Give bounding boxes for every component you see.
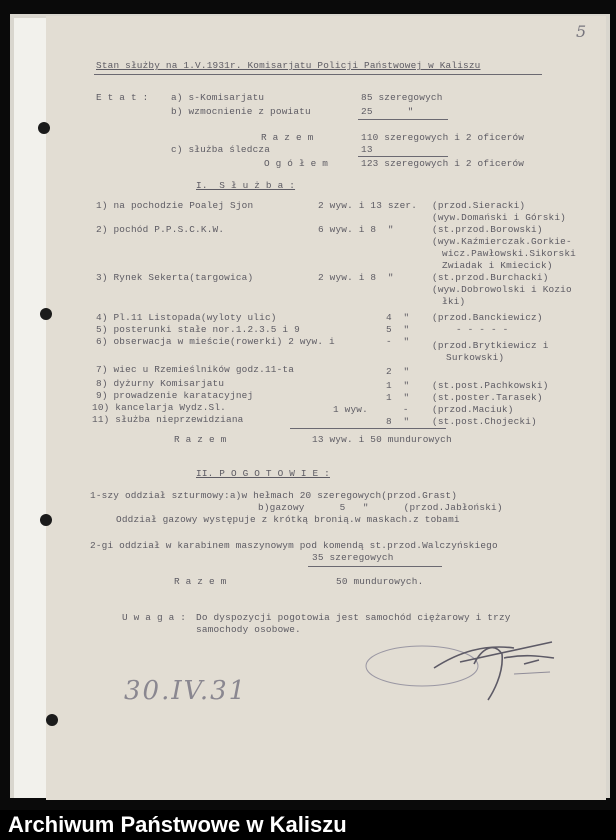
s1-item-7-count: 2 " [386, 366, 410, 377]
s2-total-label: R a z e m [174, 576, 227, 587]
punch-hole [46, 714, 58, 726]
etat-row-b: b) wzmocnienie z powiatu [171, 106, 311, 117]
punch-hole [40, 308, 52, 320]
etat-row-a-value: 85 szeregowych [361, 92, 443, 103]
s1-item-4-desc: 4) Pl.11 Listopada(wyloty ulic) [96, 312, 277, 323]
s1-item-8-count: 1 " [386, 380, 410, 391]
etat-row-b-value: 25 " [361, 106, 414, 117]
page-number: 5 [576, 22, 587, 41]
s1-item-6-desc: 6) obserwacja w mieście(rowerki) 2 wyw. i [96, 336, 335, 347]
s1-sum-line [290, 428, 446, 429]
s1-item-5-count: 5 " [386, 324, 410, 335]
s1-item-3-note3: łki) [442, 296, 466, 307]
remark-line2: samochody osobowe. [196, 624, 301, 635]
remark-label: U w a g a : [122, 612, 187, 623]
s1-item-6-note: (przod.Brytkiewicz i [432, 340, 549, 351]
etat-row-c-value: 13 [361, 144, 373, 155]
s1-item-11-desc: 11) służba nieprzewidziana [92, 414, 244, 425]
section1-title: I. S ł u ż b a : [196, 180, 296, 191]
s1-item-4-note: (przod.Banckiewicz) [432, 312, 543, 323]
s1-item-10-count: 1 wyw. - [333, 404, 409, 415]
etat-sum-line [358, 119, 448, 120]
etat-total-line [358, 156, 448, 157]
etat-row-a: a) s-Komisarjatu [171, 92, 265, 103]
s1-item-2-desc: 2) pochód P.P.S.C.K.W. [96, 224, 225, 235]
s1-item-3-desc: 3) Rynek Sekerta(targowica) [96, 272, 254, 283]
s2-line3: Oddział gazowy występuje z krótką bronią.w maskach.z tobami [116, 514, 460, 525]
s1-item-10-desc: 10) kancelarja Wydz.Sl. [92, 402, 226, 413]
s2-line5: 35 szeregowych [312, 552, 394, 563]
s1-item-2-note: (st.przod.Borowski) [432, 224, 543, 235]
s2-line4: 2-gi oddział w karabinem maszynowym pod komendą st.przod.Walczyńskiego [90, 540, 498, 551]
document-page [46, 16, 606, 800]
s1-item-10-note: (przod.Maciuk) [432, 404, 514, 415]
section2-title: II. P O G O T O W I E : [196, 468, 330, 479]
s1-item-8-note: (st.post.Pachkowski) [432, 380, 549, 391]
etat-row-c: c) służba śledcza [171, 144, 271, 155]
title-underline [94, 74, 542, 75]
s1-item-5-desc: 5) posterunki stałe nor.1.2.3.5 i 9 [96, 324, 300, 335]
s1-item-3-count: 2 wyw. i 8 " [318, 272, 394, 283]
etat-razem-label: R a z e m [261, 132, 314, 143]
s1-item-9-desc: 9) prowadzenie karatacyjnej [96, 390, 254, 401]
s1-item-6-note2: Surkowski) [446, 352, 505, 363]
s1-item-1-note: (przod.Sieracki) [432, 200, 526, 211]
s1-item-1-note2: (wyw.Domański i Górski) [432, 212, 566, 223]
s1-item-2-count: 6 wyw. i 8 " [318, 224, 394, 235]
s1-item-4-count: 4 " [386, 312, 410, 323]
document-title: Stan służby na 1.V.1931r. Komisarjatu Policji Państwowej w Kaliszu [96, 60, 481, 71]
s1-total-label: R a z e m [174, 434, 227, 445]
s1-item-9-note: (st.poster.Tarasek) [432, 392, 543, 403]
s1-item-5-note: - - - - - [456, 324, 509, 335]
s2-line2: b)gazowy 5 " (przod.Jabłoński) [258, 502, 503, 513]
s1-item-7-desc: 7) wiec u Rzemieślników godz.11-ta [96, 364, 295, 375]
archive-footer: Archiwum Państwowe w Kaliszu [0, 810, 616, 840]
s1-item-3-note: (st.przod.Burchacki) [432, 272, 549, 283]
s1-item-9-count: 1 " [386, 392, 410, 403]
punch-hole [38, 122, 50, 134]
etat-ogolem-value: 123 szeregowych i 2 oficerów [361, 158, 525, 169]
s1-item-3-note2: (wyw.Dobrowolski i Kozio [432, 284, 572, 295]
s1-item-6-count: - " [386, 336, 410, 347]
handwritten-date: 30.IV.31 [124, 676, 248, 706]
remark-line1: Do dyspozycji pogotowia jest samochód ciężarowy i trzy [196, 612, 511, 623]
s1-item-11-count: 8 " [386, 416, 410, 427]
etat-label: E t a t : [96, 92, 149, 103]
punch-hole [40, 514, 52, 526]
s2-line1: 1-szy oddział szturmowy:a)w hełmach 20 szeregowych(przod.Grast) [90, 490, 458, 501]
s1-item-2-note3: wicz.Pawłowski.Sikorski [442, 248, 576, 259]
s1-item-8-desc: 8) dyżurny Komisarjatu [96, 378, 225, 389]
s1-item-11-note: (st.post.Chojecki) [432, 416, 537, 427]
signature-stamp-mark [364, 634, 564, 714]
etat-ogolem-label: O g ó ł e m [264, 158, 329, 169]
etat-razem-value: 110 szeregowych i 2 oficerów [361, 132, 525, 143]
s1-item-2-note2: (wyw.Kaźmierczak.Gorkie- [432, 236, 572, 247]
s2-sum-line [308, 566, 442, 567]
s1-total-value: 13 wyw. i 50 mundurowych [312, 434, 452, 445]
s1-item-2-note4: Zwiadak i Kmiecick) [442, 260, 553, 271]
s1-item-1-desc: 1) na pochodzie Poalej Sjon [96, 200, 254, 211]
s1-item-1-count: 2 wyw. i 13 szer. [318, 200, 418, 211]
s2-total-value: 50 mundurowych. [336, 576, 424, 587]
